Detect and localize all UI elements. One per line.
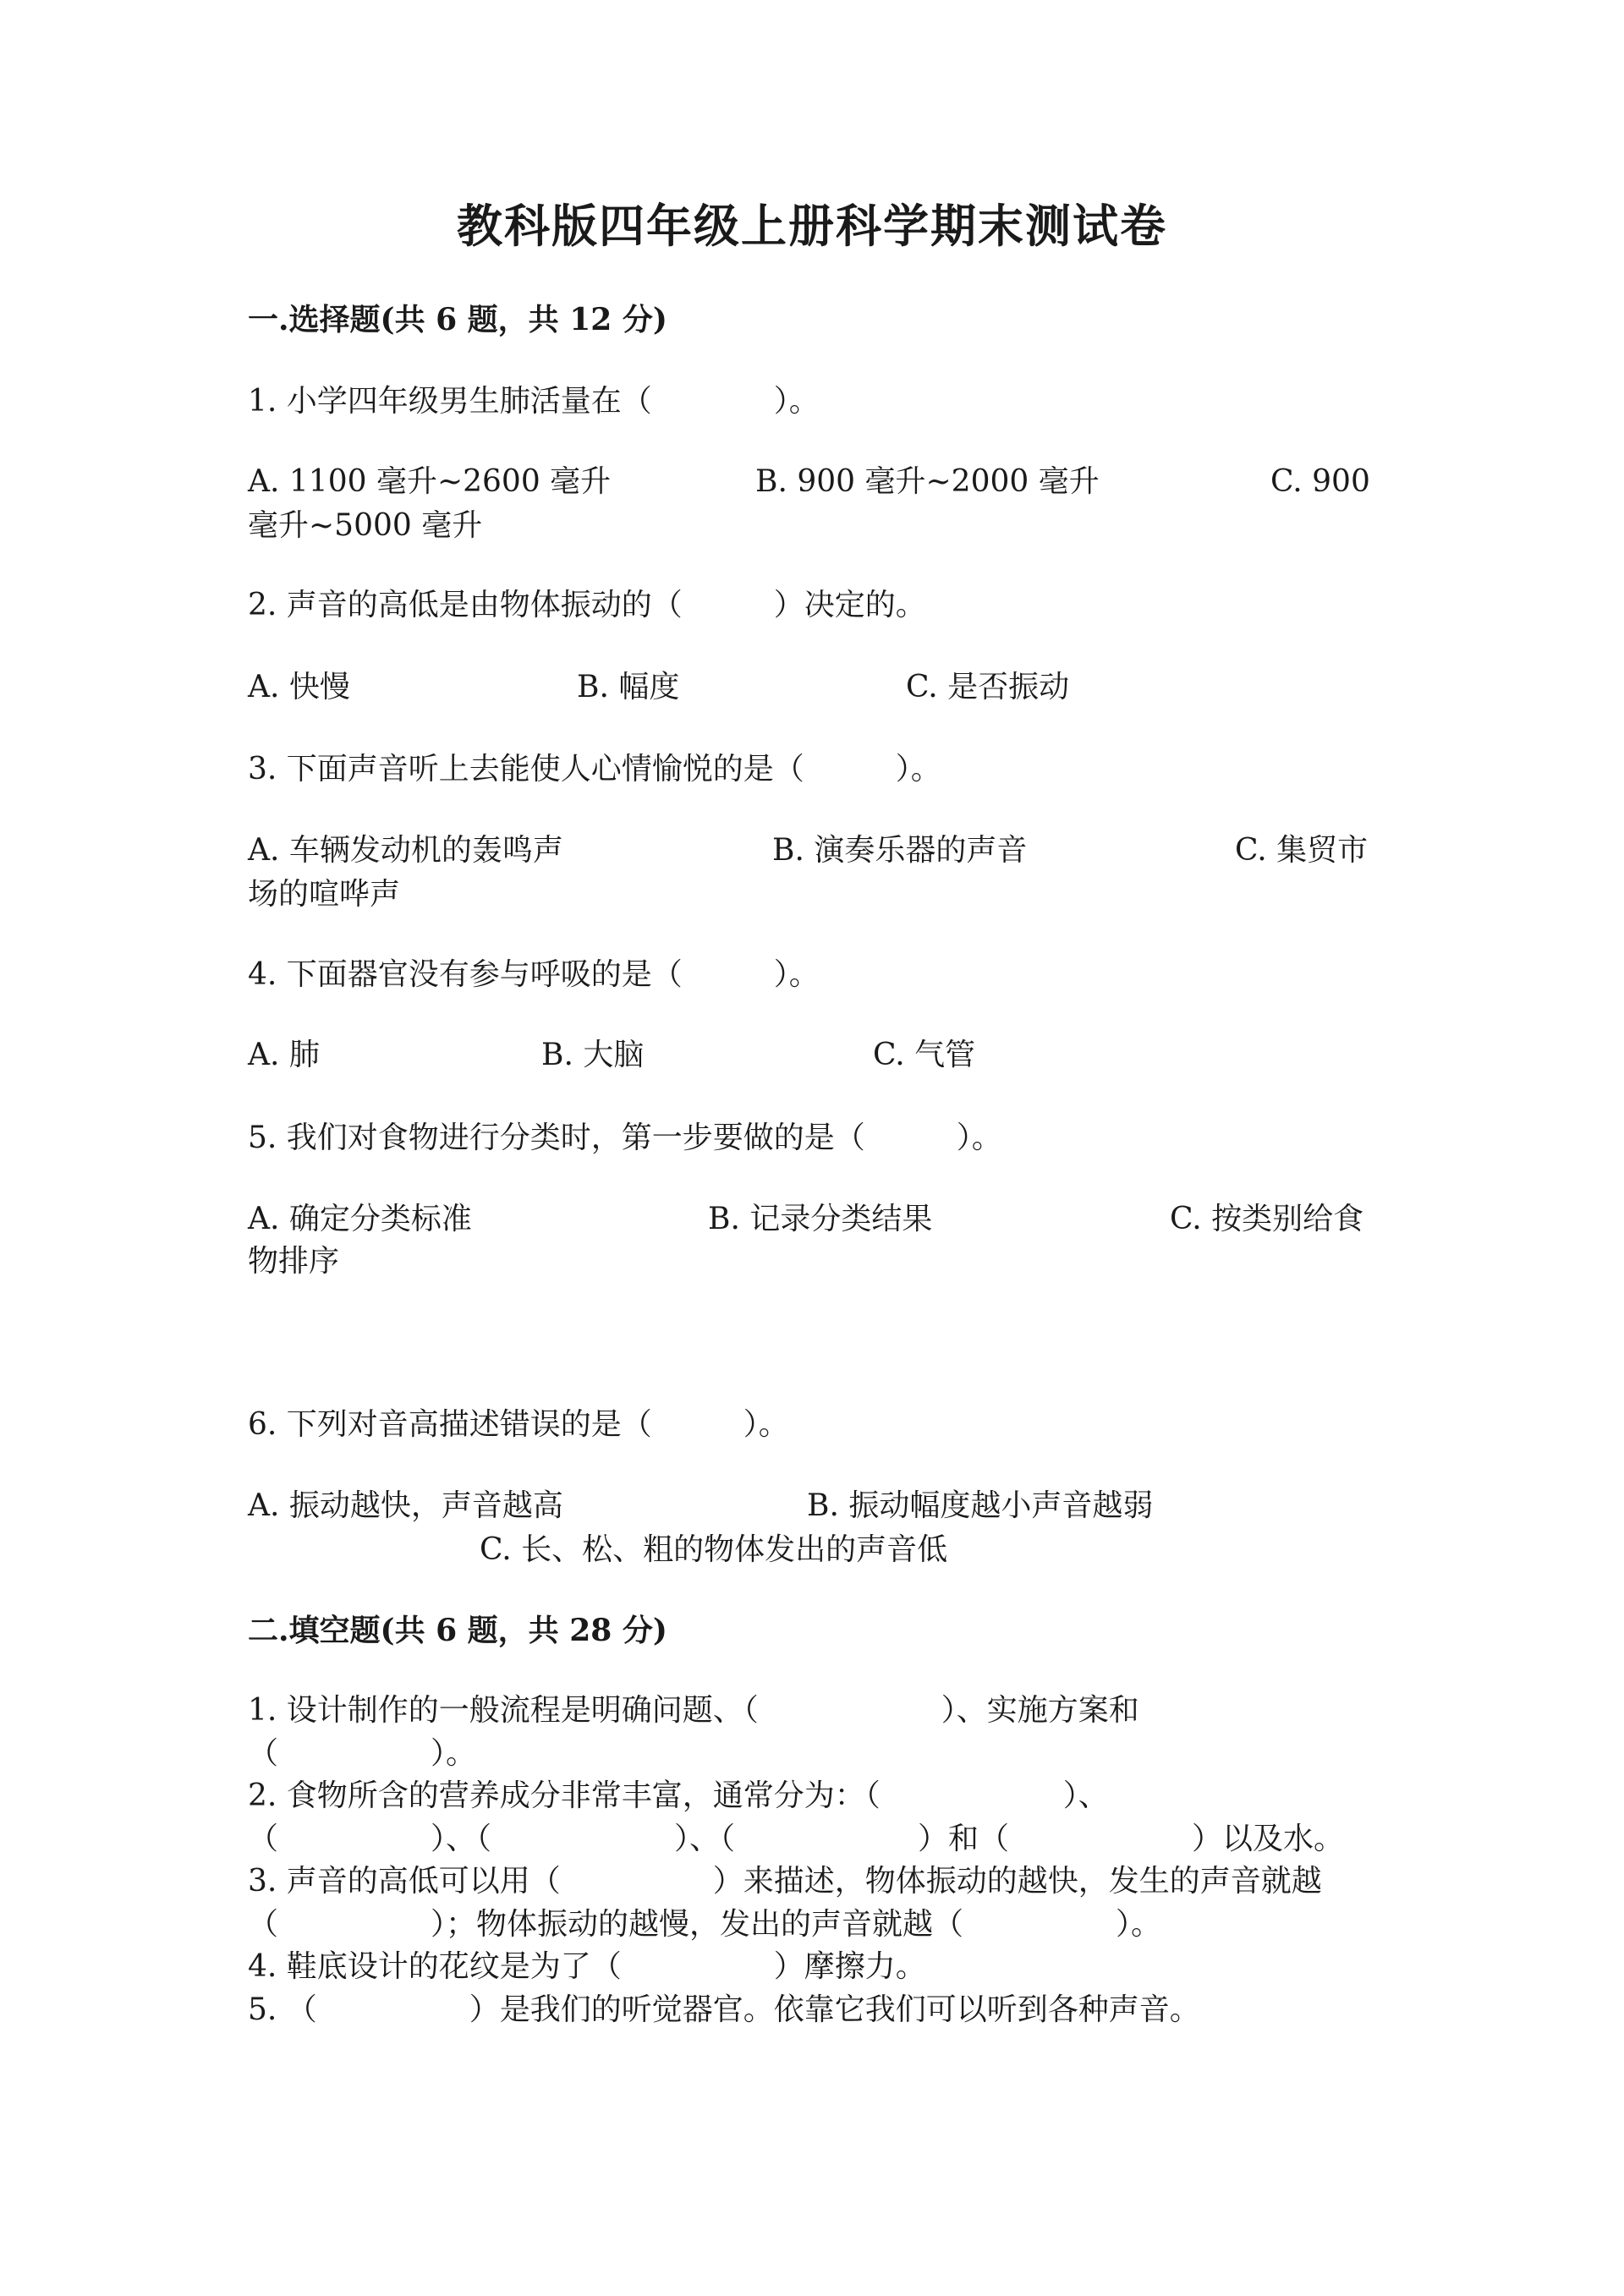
question-stem: 2. 声音的高低是由物体振动的（ ）决定的。	[248, 588, 926, 622]
page-title: 教科版四年级上册科学期末测试卷	[457, 199, 1167, 253]
option-c: C. 集贸市	[1235, 833, 1369, 868]
option-c: C. 气管	[873, 1038, 976, 1072]
option-a: A. 快慢	[248, 670, 350, 704]
question-stem: 4. 下面器官没有参与呼吸的是（ ）。	[248, 957, 820, 992]
section-heading-fill-blank: 二.填空题(共 6 题，共 28 分)	[248, 1613, 667, 1648]
option-c-continued: 物排序	[248, 1244, 340, 1279]
option-a: A. 1100 毫升~2600 毫升	[248, 464, 612, 499]
fill-blank-line: 4. 鞋底设计的花纹是为了（ ）摩擦力。	[248, 1949, 926, 1984]
option-a: A. 肺	[248, 1038, 320, 1072]
question-stem: 3. 下面声音听上去能使人心情愉悦的是（ ）。	[248, 752, 941, 786]
question-stem: 1. 小学四年级男生肺活量在（ ）。	[248, 384, 820, 419]
option-c-continued: 毫升~5000 毫升	[248, 508, 483, 543]
fill-blank-line: 1. 设计制作的一般流程是明确问题、（ ）、实施方案和	[248, 1693, 1139, 1728]
option-a: A. 振动越快，声音越高	[248, 1488, 563, 1523]
option-b: B. 振动幅度越小声音越弱	[807, 1488, 1154, 1523]
option-b: B. 幅度	[577, 670, 680, 704]
section-heading-choice: 一.选择题(共 6 题，共 12 分)	[248, 302, 667, 337]
option-b: B. 900 毫升~2000 毫升	[755, 464, 1100, 499]
option-c: C. 是否振动	[906, 670, 1070, 704]
option-b: B. 演奏乐器的声音	[772, 833, 1028, 868]
option-a: A. 车辆发动机的轰鸣声	[248, 833, 563, 868]
fill-blank-line: 5. （ ）是我们的听觉器官。依靠它我们可以听到各种声音。	[248, 1992, 1200, 2027]
option-c: C. 900	[1270, 464, 1370, 499]
fill-blank-line: 2. 食物所含的营养成分非常丰富，通常分为：（ ）、	[248, 1778, 1109, 1813]
fill-blank-line: （ ）、（ ）、（ ）和（ ）以及水。	[248, 1822, 1345, 1856]
fill-blank-line: （ ）；物体振动的越慢，发出的声音就越（ ）。	[248, 1907, 1162, 1942]
option-b: B. 大脑	[541, 1038, 645, 1072]
option-b: B. 记录分类结果	[708, 1202, 933, 1236]
question-stem: 5. 我们对食物进行分类时，第一步要做的是（ ）。	[248, 1121, 1002, 1155]
fill-blank-line: （ ）。	[248, 1736, 477, 1771]
option-c-continued: 场的喧哗声	[248, 877, 401, 912]
option-c: C. 按类别给食	[1170, 1202, 1364, 1236]
option-a: A. 确定分类标准	[248, 1202, 472, 1236]
question-stem: 6. 下列对音高描述错误的是（ ）。	[248, 1407, 789, 1442]
fill-blank-line: 3. 声音的高低可以用（ ）来描述，物体振动的越快，发生的声音就越	[248, 1864, 1322, 1899]
option-c: C. 长、松、粗的物体发出的声音低	[480, 1532, 948, 1567]
